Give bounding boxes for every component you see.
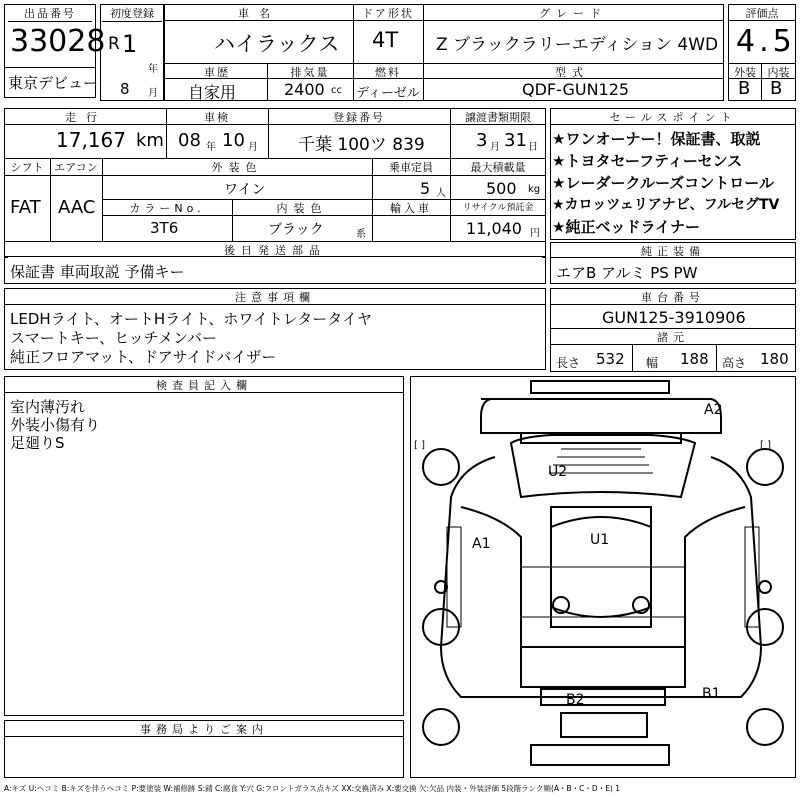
door-label: ドア形状 (355, 5, 421, 21)
ext-label: 外装 (730, 64, 760, 80)
score-value: 4.5 (736, 24, 796, 59)
lot-label: 出品番号 (8, 5, 92, 22)
sales-item-3: ★レーダークルーズコントロール (552, 174, 774, 192)
inspector-line-1: 室内薄汚れ (10, 398, 86, 416)
inspector-label: 検査員記入欄 (8, 377, 400, 393)
sales-item-2: ★トヨタセーフティーセンス (552, 152, 743, 170)
fuel-value: ディーゼル (356, 86, 420, 101)
color-no-value: 3T6 (150, 219, 179, 237)
office-label: 事務局よりご案内 (8, 721, 400, 737)
sales-label: セールスポイント (552, 109, 794, 125)
later-parts-value: 保証書 車両取説 予備キー (10, 263, 185, 281)
inspection-label: 車検 (168, 109, 266, 125)
first-reg-label: 初度登録 (102, 5, 162, 22)
transfer-month-unit: 月 (490, 142, 500, 153)
car-name: ハイラックス (214, 32, 340, 56)
width-value: 188 (680, 350, 709, 368)
dims-label: 諸元 (552, 329, 794, 345)
chassis-label: 車台番号 (552, 289, 794, 305)
inspector-line-3: 足廻りS (10, 434, 65, 452)
recycle-value: 11,040 (466, 219, 522, 238)
max-load-value: 500 (486, 179, 517, 198)
mark-u1: U1 (590, 532, 610, 548)
car-name-label: 車名 (166, 5, 352, 21)
first-reg-year: 1 (122, 30, 138, 58)
import-label: 輸入車 (374, 200, 448, 216)
notes-line-2: スマートキー、ヒッチメンバー (10, 329, 218, 347)
int-score: B (770, 78, 783, 99)
transfer-day: 31 (504, 130, 527, 151)
transfer-day-unit: 日 (528, 142, 538, 153)
inspection-month: 10 (222, 130, 245, 151)
mark-u2: U2 (548, 464, 568, 480)
car-outline-svg (411, 377, 795, 777)
ext-score: B (738, 78, 751, 99)
max-load-unit: kg (528, 184, 541, 195)
bracket-right: [ ] (760, 440, 771, 451)
history-label: 車歴 (168, 64, 266, 80)
history-value: 自家用 (188, 83, 237, 102)
genuine-label: 純正装備 (552, 243, 794, 259)
bracket-left: [ ] (414, 440, 425, 451)
first-reg-year-unit: 年 (148, 64, 158, 75)
plate-value: 千葉 100ツ 839 (298, 135, 425, 155)
notes-line-3: 純正フロアマット、ドアサイドバイザー (10, 348, 277, 366)
first-reg-month-unit: 月 (148, 88, 158, 99)
int-label: 内装 (763, 64, 794, 80)
first-reg-month: 8 (120, 80, 130, 98)
max-load-label: 最大積載量 (452, 159, 544, 175)
notes-line-1: LEDHライト、オートHライト、ホワイトレタータイヤ (10, 310, 372, 328)
mileage-label: 走行 (8, 109, 164, 125)
exterior-color-value: ワイン (224, 182, 266, 198)
mileage-value: 17,167 (56, 128, 126, 152)
height-label: 高さ (722, 356, 747, 370)
notes-label: 注意事項欄 (8, 289, 542, 305)
transfer-month: 3 (476, 130, 488, 151)
first-reg-era: R (108, 34, 120, 54)
sales-item-5: ★純正ベッドライナー (552, 218, 700, 236)
height-value: 180 (760, 350, 789, 368)
color-no-label: カラーNo. (104, 200, 230, 216)
genuine-value: エアB アルミ PS PW (556, 264, 698, 282)
door-type: 4T (372, 28, 399, 52)
inspector-line-2: 外装小傷有り (10, 416, 101, 434)
capacity-unit: 人 (436, 188, 446, 199)
interior-color-suffix: 系 (356, 229, 366, 240)
recycle-label: リサイクル預託金 (452, 200, 544, 213)
sales-item-1: ★ワンオーナー！保証書、取説 (552, 130, 761, 148)
grade-label: グレード (425, 5, 721, 21)
lot-number: 33028 (10, 24, 106, 59)
transfer-label: 譲渡書類期限 (452, 109, 544, 125)
mark-a1: A1 (472, 536, 491, 552)
later-parts-label: 後日発送部品 (8, 242, 542, 258)
aircon-label: エアコン (52, 159, 100, 175)
width-label: 幅 (646, 356, 659, 370)
inspection-month-unit: 月 (248, 142, 258, 153)
plate-label: 登録番号 (270, 109, 448, 125)
interior-color-label: 内装色 (234, 200, 370, 216)
model-label: 型式 (424, 64, 720, 80)
chassis-value: GUN125-3910906 (602, 308, 746, 327)
length-value: 532 (596, 350, 625, 368)
inspection-year: 08 (178, 130, 201, 151)
sales-item-4: ★カロッツェリアナビ、フルセグTV (552, 197, 780, 213)
grade: Z ブラックラリーエディション 4WD (436, 35, 719, 55)
shift-label: シフト (6, 159, 48, 175)
legend: A:キズ U:ヘコミ B:キズを伴うヘコミ P:要塗装 W:補修跡 S:錆 C:腐食 Y:穴 G:フロントガラス点キズ XX:交換済み X:要交換 欠:欠品 内装・外装評価 5段階ランク順(A・B・C・D・E) 1 (4, 784, 621, 793)
capacity-label: 乗車定員 (374, 159, 448, 175)
displacement-label: 排気量 (268, 64, 352, 80)
car-diagram (410, 376, 796, 778)
mark-b2: B2 (566, 692, 585, 708)
length-label: 長さ (556, 356, 581, 370)
recycle-unit: 円 (530, 228, 540, 239)
mark-a2: A2 (704, 402, 723, 418)
capacity-value: 5 (420, 179, 431, 198)
aircon-value: AAC (58, 197, 96, 218)
model-value: QDF-GUN125 (522, 80, 630, 99)
fuel-label: 燃料 (354, 64, 422, 80)
tokyo-debut: 東京デビュー (8, 74, 99, 92)
displacement-value: 2400 (284, 80, 325, 99)
interior-color-value: ブラック (268, 222, 324, 238)
exterior-color-label: 外装色 (104, 159, 370, 175)
mark-b1: B1 (702, 686, 721, 702)
mileage-unit: km (136, 130, 164, 151)
shift-value: FAT (10, 197, 41, 218)
inspection-year-unit: 年 (206, 142, 216, 153)
score-label: 評価点 (730, 5, 794, 21)
displacement-unit: cc (331, 85, 342, 96)
